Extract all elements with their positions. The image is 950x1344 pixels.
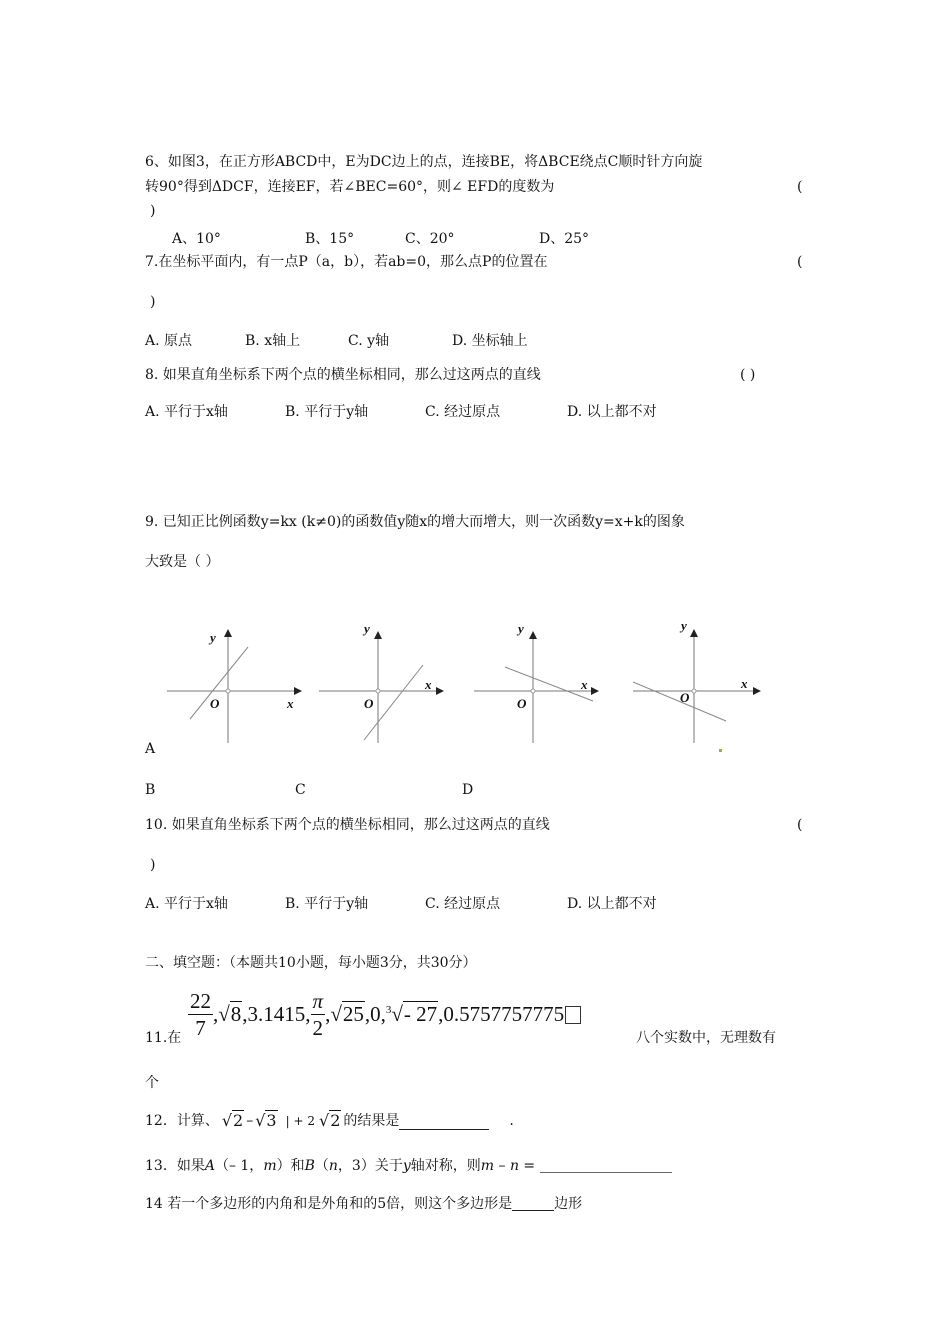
x-axis-arrow [436,687,444,695]
graph-c [469,615,619,750]
q9-label-c: C [295,782,306,798]
q13-minus: – [494,1158,510,1174]
q14-text: 14 若一个多边形的内角和是外角和的5倍，则这个多边形是 [145,1196,513,1212]
q12-prefix: 12．计算、 [145,1113,219,1129]
radicand: 25 [342,1002,364,1026]
q11-expression [188,988,581,1041]
q7-option-a: A. 原点 [145,333,193,349]
graph-a [162,615,312,750]
q8-paren: ( ) [740,367,756,383]
number-0-5757757775: 0.5757757775 [443,1002,565,1026]
graph-c-svg [469,615,619,750]
origin-point [226,689,230,693]
q8-option-d: D. 以上都不对 [567,404,657,420]
sqrt-25: √25 [330,1002,364,1026]
root-index: 3 [385,1004,392,1016]
radicand: 3 [266,1111,277,1130]
frac-denominator: 2 [312,1016,324,1040]
q7-paren-close: ) [150,294,156,310]
minus-sign: – [246,1113,254,1129]
q10-paren-open: ( [797,817,803,833]
var-m-2: m [480,1158,495,1174]
section2-title: 二、填空题：（本题共10小题，每小题3分，共30分） [145,955,477,971]
q6-option-d: D、25° [539,231,590,247]
q13-and: ）和 [276,1158,305,1174]
graph-d [628,615,778,750]
radicand: 2 [233,1111,244,1130]
cbrt-neg27: $^3$√- 27 [385,1002,438,1026]
stray-dot [719,749,722,752]
y-label: y [210,630,216,645]
q7-option-c: C. y轴 [348,333,390,349]
x-label: x [287,696,294,711]
q14-answer-blank[interactable] [512,1196,554,1211]
q12-answer-blank[interactable] [399,1115,489,1130]
comma: , [213,1002,219,1026]
q6-paren-close: ) [150,203,156,219]
point-a: A [204,1158,215,1174]
graph-b [314,615,464,750]
q13-axis: 轴对称，则 [410,1158,481,1174]
q8-text: 8. 如果直角坐标系下两个点的横坐标相同，那么过这两点的直线 [145,367,541,383]
q7-option-b: B. x轴上 [245,333,301,349]
sqrt-2: √2 [221,1111,244,1130]
q7-paren-open: ( [797,254,803,270]
q9-label-b: B [145,782,156,798]
radicand: - 27 [403,1002,438,1026]
number-0: 0, [370,1002,386,1026]
origin-point [376,689,380,693]
x-label: x [425,677,432,692]
point-b: B [304,1158,315,1174]
y-axis-arrow [374,631,382,639]
radicand: 8 [230,1002,242,1026]
graph-d-svg [628,615,778,750]
sqrt-3: √3 [255,1111,277,1130]
x-axis-arrow [753,687,761,695]
q6-paren-open: ( [797,179,803,195]
q14-line [145,1195,582,1213]
origin-label: O [517,696,527,711]
y-axis-arrow [529,631,537,639]
y-axis-arrow [224,629,232,637]
q8-option-b: B. 平行于y轴 [285,404,369,420]
frac-numerator: π [312,989,324,1013]
q9-label-d: D [462,782,474,798]
q12-end: . [509,1113,514,1129]
y-label: y [681,618,687,633]
q10-option-d: D. 以上都不对 [567,896,657,912]
origin-point [692,689,696,693]
graph-b-svg [314,615,464,750]
b-coords: ，3）关于 [337,1158,403,1174]
q11-suffix: 八个实数中，无理数有 [636,1030,776,1046]
origin-label: O [680,690,690,705]
sqrt-2-b: √2 [318,1111,341,1130]
q13-lparen: （ [314,1158,329,1174]
comma: , [325,1002,331,1026]
x-axis-arrow [294,687,302,695]
var-y: y [402,1158,411,1174]
q11-line2: 个 [145,1075,159,1091]
q7-text: 7.在坐标平面内，有一点P（a，b），若ab=0，那么点P的位置在 [145,254,548,270]
q9-line2: 大致是（ ） [145,554,220,570]
q9-line1: 9. 已知正比例函数y=kx (k≠0)的函数值y随x的增大而增大，则一次函数y=x+k的图象 [145,514,685,530]
comma: , [364,1002,371,1026]
frac-denominator: 7 [195,1016,206,1040]
q10-text: 10. 如果直角坐标系下两个点的横坐标相同，那么过这两点的直线 [145,817,550,833]
x-label: x [741,676,748,691]
number-3-1415: 3.1415, [247,1002,311,1026]
q8-option-a: A. 平行于x轴 [145,404,228,420]
x-axis-arrow [591,687,599,695]
a-coords: （– 1， [214,1158,264,1174]
q10-option-b: B. 平行于y轴 [285,896,369,912]
frac-numerator: 22 [190,989,211,1013]
q6-line2: 转90°得到ΔDCF，连接EF，若∠BEC=60°，则∠ EFD的度数为 [145,179,555,195]
q13-answer-blank[interactable] [540,1158,672,1173]
var-n-2: n [509,1158,519,1174]
placeholder-boxes [565,1006,581,1024]
q11-prefix: 11.在 [145,1030,182,1046]
q10-option-a: A. 平行于x轴 [145,896,228,912]
q13-equals: = [518,1158,536,1174]
frac-pi-2 [311,988,326,1041]
q7-option-d: D. 坐标轴上 [452,333,528,349]
abs-plus: | + 2 [285,1114,315,1128]
origin-point [531,689,535,693]
q6-option-b: B、15° [305,231,355,247]
comma: , [242,1002,248,1026]
graph-a-svg [162,615,312,750]
q14-suffix: 边形 [554,1196,583,1212]
q6-option-c: C、20° [405,231,455,247]
q10-option-c: C. 经过原点 [425,896,501,912]
q6-line1: 6、如图3，在正方形ABCD中，E为DC边上的点，连接BE，将ΔBCE绕点C顺时针方向旋 [145,154,703,170]
y-label: y [518,621,524,636]
y-axis-arrow [690,629,698,637]
y-label: y [364,621,370,636]
q8-option-c: C. 经过原点 [425,404,501,420]
q6-option-a: A、10° [172,231,221,247]
comma: , [438,1002,444,1026]
q10-paren-close: ) [150,857,156,873]
q12-line [145,1112,514,1130]
q12-suffix: 的结果是 [343,1113,400,1129]
radicand: 2 [330,1111,341,1130]
q13-line [145,1157,672,1175]
var-m: m [263,1158,277,1174]
x-label: x [581,677,588,692]
var-n: n [328,1158,338,1174]
origin-label: O [210,696,220,711]
q9-label-a: A [145,741,156,757]
sqrt-8: √8 [218,1002,242,1026]
frac-22-7 [188,988,213,1041]
origin-label: O [364,696,374,711]
q13-prefix: 13．如果 [145,1158,205,1174]
